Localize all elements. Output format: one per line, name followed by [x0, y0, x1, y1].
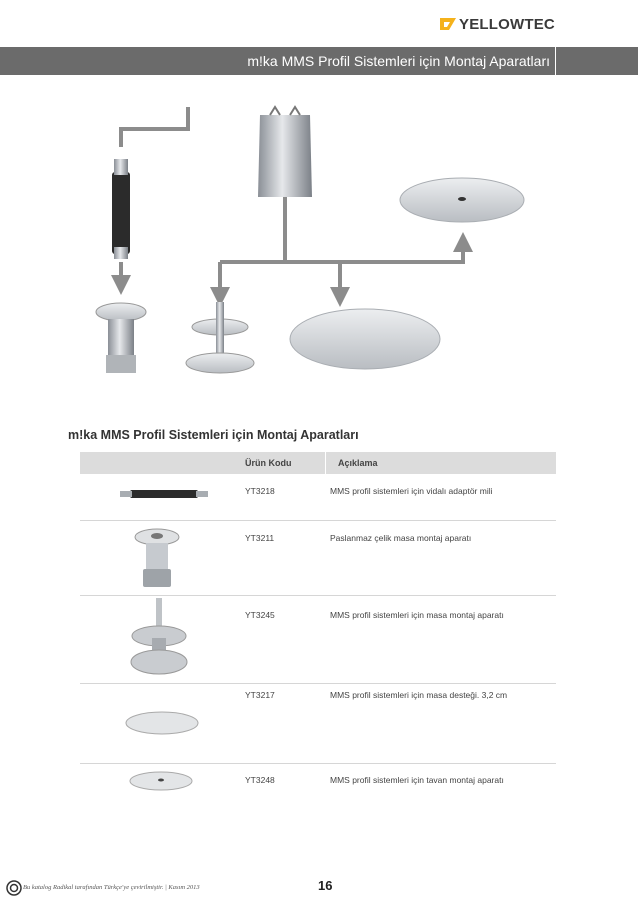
ceiling-plate-image [400, 178, 524, 222]
threaded-adapter-shaft-image [120, 487, 210, 501]
product-description: MMS profil sistemleri için vidalı adaptör mili [330, 486, 493, 496]
column-header-description: Açıklama [338, 458, 378, 468]
header-divider [555, 47, 556, 75]
table-support-disc-image [124, 710, 200, 738]
footer-note: Bu katalog Radikal tarafından Türkçe'ye çevirilmiştir. | Kasım 2013 [23, 884, 200, 891]
profile-tube-image [258, 107, 312, 197]
brand-name: YELLOWTEC [459, 15, 555, 33]
product-description: MMS profil sistemleri için masa montaj aparatı [330, 610, 504, 620]
table-row [80, 474, 556, 520]
table-mount-image [186, 302, 254, 373]
product-description: MMS profil sistemleri için masa desteği. 3,2 cm [330, 690, 508, 700]
table-disc-image [290, 309, 440, 369]
header-title: m!ka MMS Profil Sistemleri için Montaj Aparatları [247, 53, 550, 69]
product-code: YT3248 [245, 775, 275, 785]
stainless-table-mount-image [132, 527, 182, 591]
product-description: Paslanmaz çelik masa montaj aparatı [330, 533, 472, 543]
product-code: YT3245 [245, 610, 275, 620]
table-row [80, 521, 556, 595]
yellowtec-logo-icon [440, 16, 456, 32]
product-description: MMS profil sistemleri için tavan montaj aparatı [330, 775, 504, 785]
section-title: m!ka MMS Profil Sistemleri için Montaj Aparatları [68, 428, 359, 442]
stainless-mount-image [96, 303, 146, 373]
table-header [80, 452, 556, 474]
mount-diagram [90, 97, 560, 397]
column-header-code: Ürün Kodu [245, 458, 292, 468]
product-code: YT3218 [245, 486, 275, 496]
ceiling-mount-plate-image [128, 770, 194, 794]
brand-logo [440, 14, 555, 34]
page-number: 16 [318, 878, 333, 893]
table-row [80, 596, 556, 683]
table-row [80, 764, 556, 804]
adapter-shaft-image [112, 159, 130, 259]
product-code: YT3211 [245, 533, 275, 543]
header-separator [325, 452, 326, 474]
product-code: YT3217 [245, 690, 275, 700]
table-mount-image [128, 598, 190, 680]
header-bar [0, 47, 638, 75]
table-row [80, 684, 556, 763]
radikal-logo-icon [6, 880, 22, 896]
